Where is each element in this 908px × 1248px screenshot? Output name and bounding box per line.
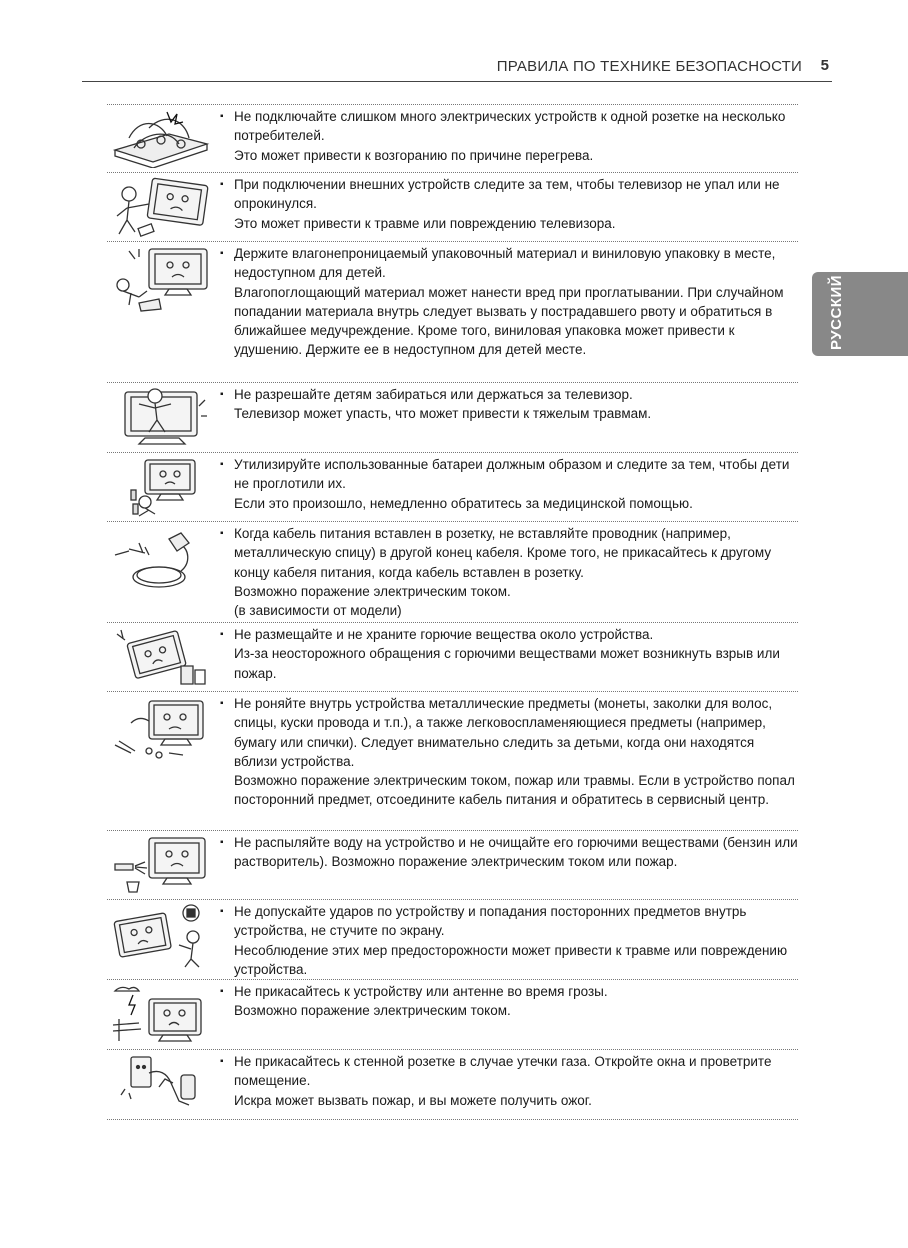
safety-item: [107, 899, 798, 979]
lightning-storm-icon: [107, 980, 220, 1049]
language-tab-label: РУССКИЙ: [828, 274, 845, 350]
safety-item: [107, 452, 798, 521]
language-tab: [812, 272, 908, 356]
item-instruction: Не разрешайте детям забираться или держаться за телевизор.: [234, 387, 633, 402]
item-instruction: Не подключайте слишком много электрических устройств к одной розетке на несколько потребителей.: [234, 109, 786, 144]
item-consequence: Возможно поражение электрическим током.: [234, 583, 511, 599]
power-cable-icon: [107, 522, 220, 622]
flammable-substance-icon: [107, 623, 220, 691]
water-spray-icon: [107, 831, 220, 899]
safety-item: [107, 979, 798, 1049]
item-consequence: Это может привести к возгоранию по причине перегрева.: [234, 147, 594, 163]
safety-item: [107, 521, 798, 622]
bullet-icon: ▪: [220, 111, 224, 122]
bullet-icon: ▪: [220, 248, 224, 259]
item-instruction: Не прикасайтесь к стенной розетке в случае утечки газа. Откройте окна и проветрите помещение.: [234, 1054, 772, 1089]
tv-tipping-icon: [107, 173, 220, 241]
ball-impact-icon: [107, 900, 220, 979]
bullet-icon: ▪: [220, 906, 224, 917]
item-instruction: Не роняйте внутрь устройства металлические предметы (монеты, заколки для волос, спицы, куски провода и т.п.), а также легковоспламеняющиеся предметы (например, бумагу или спички). Следует внимательно следить за детьми, когда они находятся вблизи устройства.: [234, 696, 773, 769]
item-instruction: Не прикасайтесь к устройству или антенне во время грозы.: [234, 984, 608, 999]
safety-item: [107, 104, 798, 172]
item-consequence: Если это произошло, немедленно обратитесь за медицинской помощью.: [234, 495, 693, 511]
safety-list: [107, 104, 798, 1120]
item-instruction: Держите влагонепроницаемый упаковочный материал и виниловую упаковку в месте, недоступном для детей.: [234, 246, 776, 281]
safety-item: [107, 241, 798, 382]
item-consequence: Несоблюдение этих мер предосторожности может привести к травме или повреждению устройства.: [234, 942, 788, 977]
item-instruction: Когда кабель питания вставлен в розетку, не вставляйте проводник (например, металлическую спицу) в другой конец кабеля. Кроме того, не прикасайтесь к другому концу кабеля питания, когда кабель вставлен в розетку.: [234, 526, 772, 580]
power-strip-overload-icon: [107, 105, 220, 172]
item-consequence: Искра может вызвать пожар, и вы можете получить ожог.: [234, 1092, 592, 1108]
metal-objects-icon: [107, 692, 220, 830]
item-consequence: Телевизор может упасть, что может привести к тяжелым травмам.: [234, 406, 652, 422]
battery-child-icon: [107, 453, 220, 521]
bullet-icon: ▪: [220, 528, 224, 539]
bullet-icon: ▪: [220, 389, 224, 400]
child-packaging-icon: [107, 242, 220, 382]
safety-item: [107, 382, 798, 452]
item-consequence: Возможно поражение электрическим током.: [234, 1003, 511, 1019]
page-title: ПРАВИЛА ПО ТЕХНИКЕ БЕЗОПАСНОСТИ: [496, 58, 802, 75]
item-instruction: Не размещайте и не храните горючие вещества около устройства.: [234, 627, 654, 642]
safety-item: [107, 172, 798, 241]
bullet-icon: ▪: [220, 459, 224, 470]
item-consequence: Влагопоглощающий материал может нанести вред при проглатывании. При случайном попадании материала внутрь следует вызвать у пострадавшего рвоту и обратиться в ближайшее медучреждение. Кроме того, виниловая упаковка может привести к удушению. Держите ее в недоступном для детей месте.: [234, 284, 784, 358]
page-number: 5: [820, 57, 829, 74]
child-climbing-tv-icon: [107, 383, 220, 452]
gas-leak-outlet-icon: [107, 1050, 220, 1119]
item-instruction: Не распыляйте воду на устройство и не очищайте его горючими веществами (бензин или растворитель). Возможно поражение электрическим током или пожар.: [234, 835, 798, 870]
safety-item: [107, 691, 798, 830]
bullet-icon: ▪: [220, 698, 224, 709]
bullet-icon: ▪: [220, 1056, 224, 1067]
safety-item: [107, 830, 798, 899]
page-header: [82, 55, 832, 82]
item-note: (в зависимости от модели): [234, 603, 402, 619]
safety-item: [107, 1049, 798, 1120]
bullet-icon: ▪: [220, 179, 224, 190]
item-instruction: Утилизируйте использованные батареи должным образом и следите за тем, чтобы дети не проглотили их.: [234, 457, 790, 492]
bullet-icon: ▪: [220, 986, 224, 997]
bullet-icon: ▪: [220, 629, 224, 640]
safety-item: [107, 622, 798, 691]
item-instruction: При подключении внешних устройств следите за тем, чтобы телевизор не упал или не опрокинулся.: [234, 177, 780, 212]
bullet-icon: ▪: [220, 837, 224, 848]
item-consequence: Из-за неосторожного обращения с горючими веществами может возникнуть взрыв или пожар.: [234, 646, 780, 681]
item-consequence: Это может привести к травме или повреждению телевизора.: [234, 215, 616, 231]
item-instruction: Не допускайте ударов по устройству и попадания посторонних предметов внутрь устройства, не стучите по экрану.: [234, 904, 747, 939]
item-consequence: Возможно поражение электрическим током, пожар или травмы. Если в устройство попал посторонний предмет, отсоедините кабель питания и обратитесь в сервисный центр.: [234, 773, 795, 808]
